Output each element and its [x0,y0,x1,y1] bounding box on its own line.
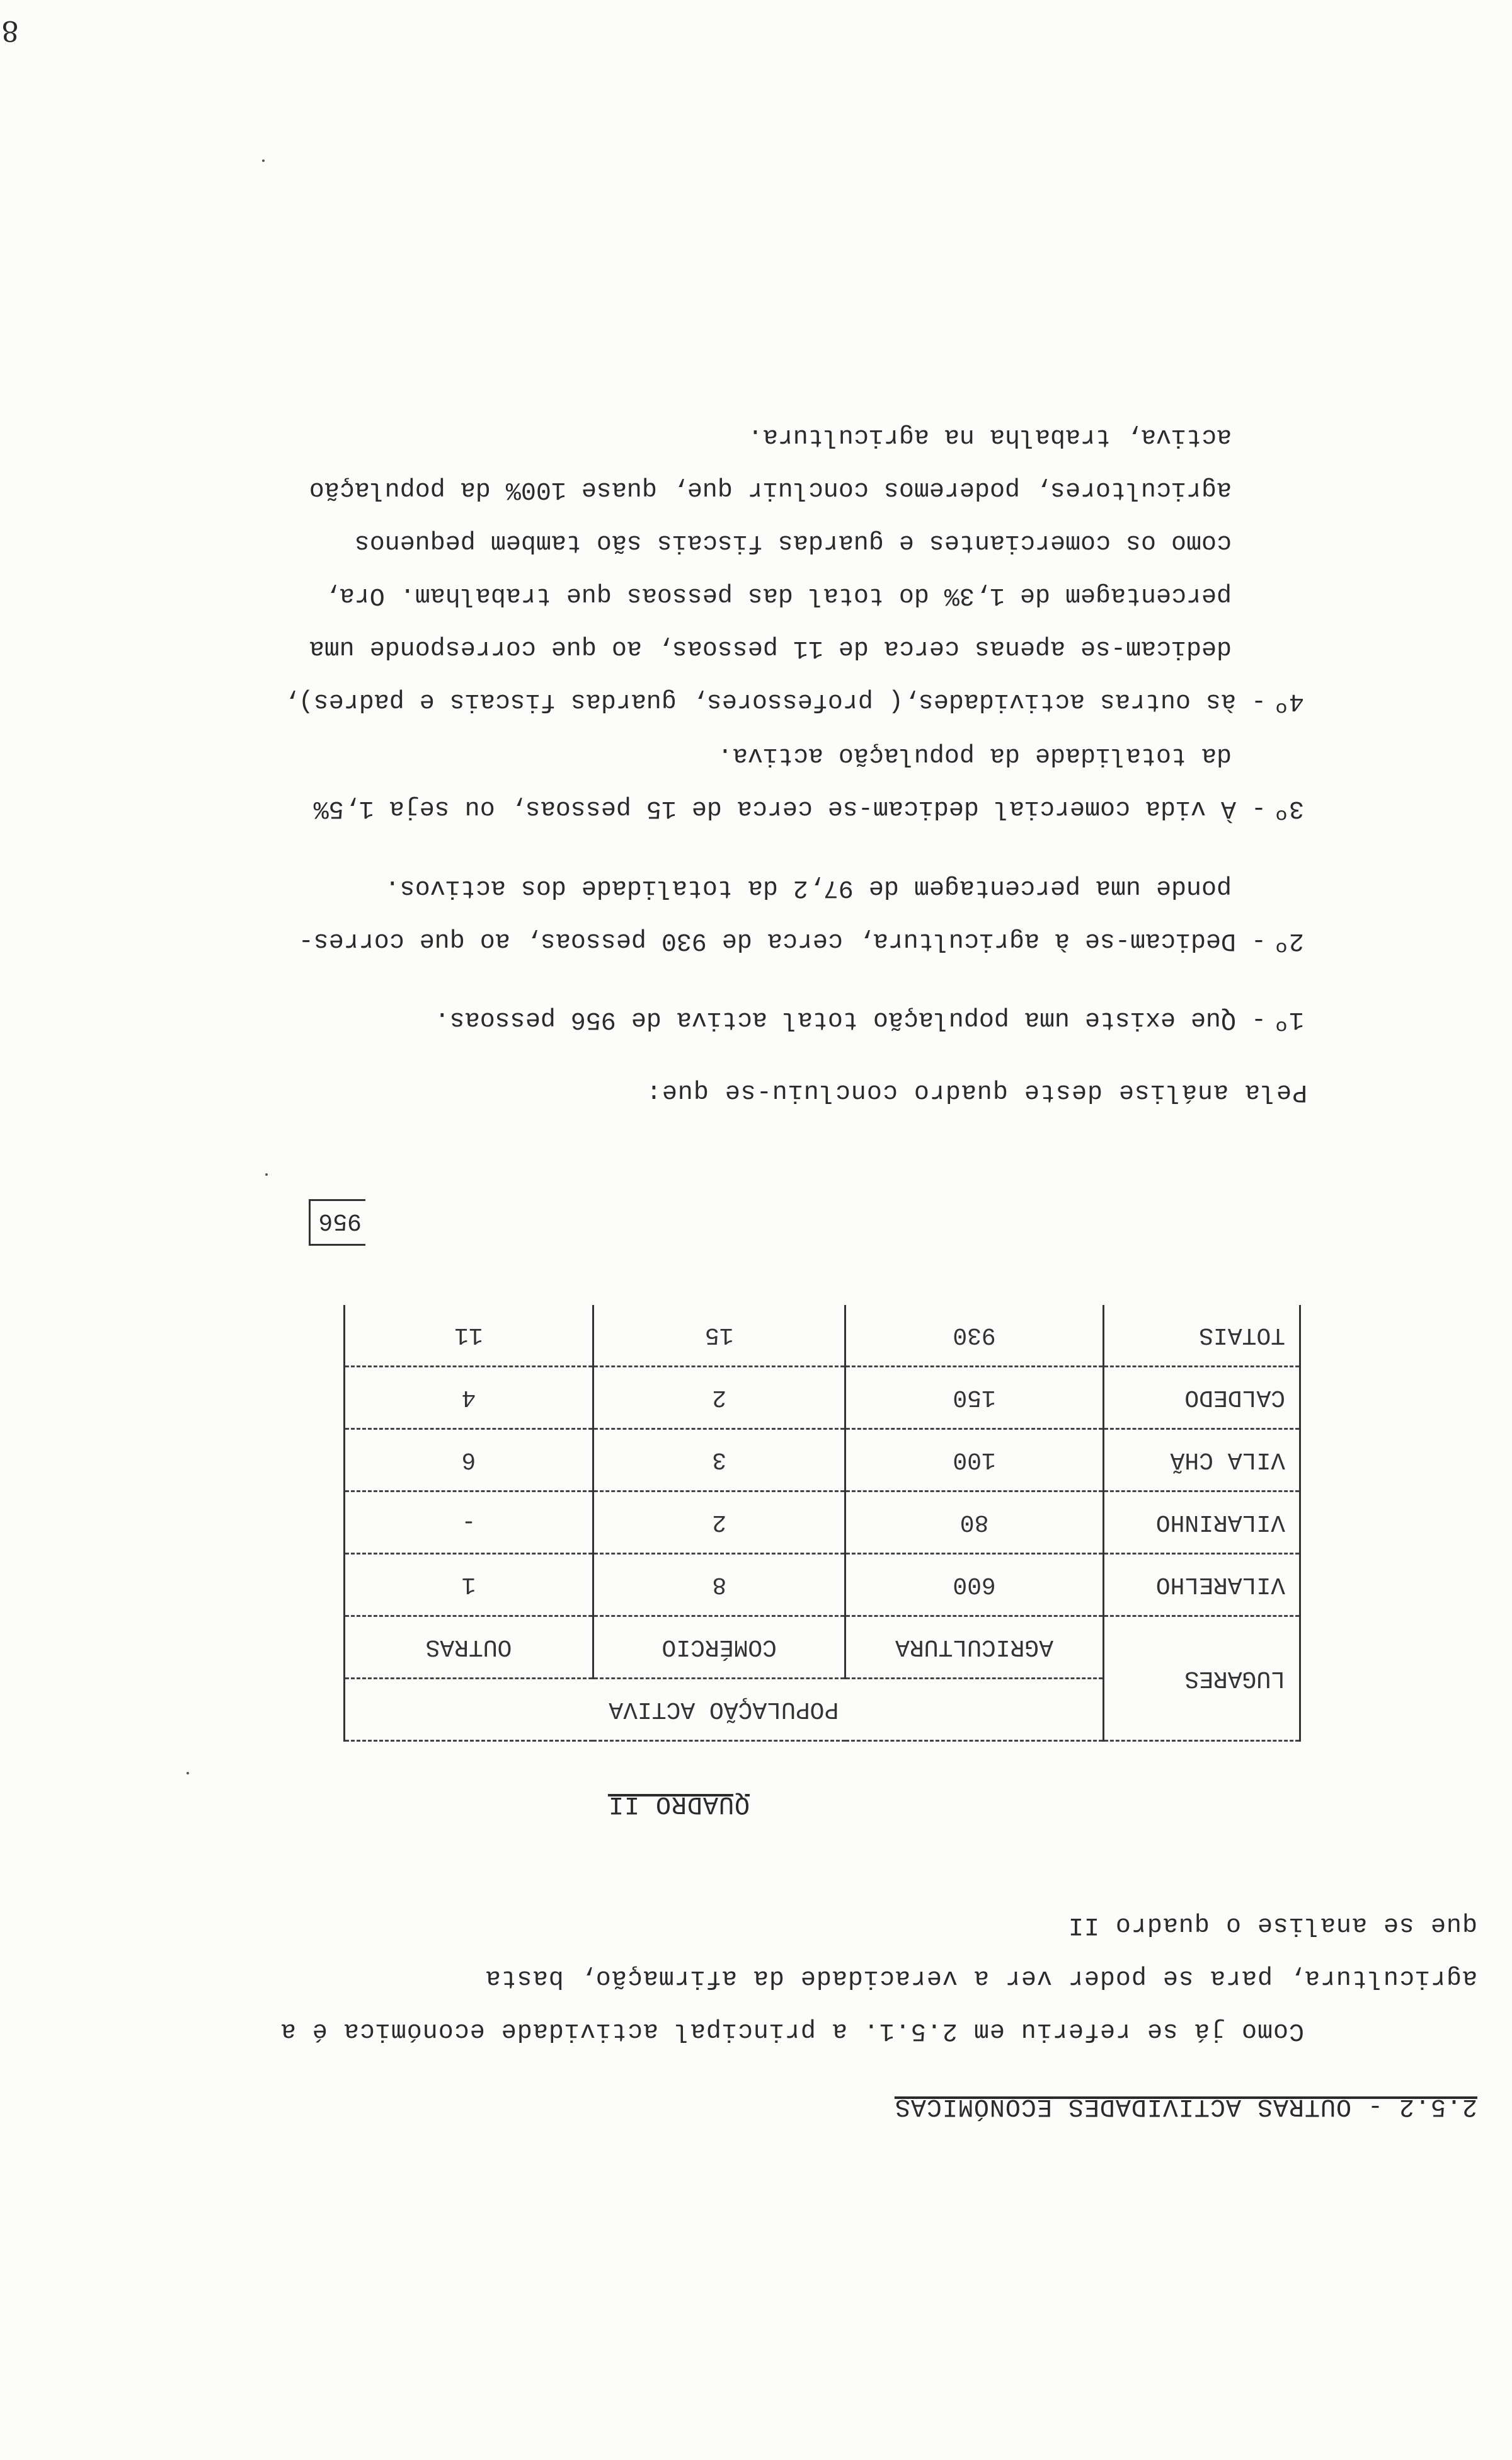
item-line: - Dedicam-se à agricultura, cerca de 930 pessoas, ao que corres- [298,926,1266,955]
header-populacao-activa: POPULAÇÃO ACTIVA [345,1679,1104,1741]
cell-comercio: 2 [593,1492,845,1554]
analysis-item-3 [32,728,1304,834]
page-number: 8 [1,14,19,47]
item-number: 3º [1273,794,1304,822]
item-line: - Que existe uma população total activa de 956 pessoas. [434,1005,1266,1033]
cell-lugar: VILARINHO [1103,1492,1300,1554]
intro-line: agricultura, para se poder ver a veracidade da afirmação, basta [484,1963,1477,1992]
item-line: - À vida comercial dedicam-se cerca de 15 pessoas, ou seja 1,5% [313,794,1266,822]
intro-paragraph [13,1898,1477,2057]
cell-comercio: 8 [593,1554,845,1616]
item-line: da totalidade da população activa. [717,741,1232,769]
cell-outras: 4 [345,1367,593,1429]
cell-agricultura: 600 [845,1554,1103,1616]
cell-lugar: VILA CHÃ [1103,1429,1300,1492]
item-line: como os comerciantes e guardas fiscais são tambem pequenos [354,528,1232,556]
scan-speck [262,159,265,162]
table-header-row [345,1679,1300,1741]
quadro-table [343,1305,1301,1742]
cell-lugar: CALDEDO [1103,1367,1300,1429]
cell-comercio: 3 [593,1429,845,1492]
cell-agricultura: 100 [845,1429,1103,1492]
cell-total-agricultura: 930 [845,1305,1103,1367]
header-agricultura: AGRICULTURA [845,1616,1103,1679]
item-line: dedicam-se apenas cerca de 11 pessoas, ao que corresponde uma [309,634,1232,662]
analysis-item-2 [32,861,1304,967]
analysis-item-4 [32,410,1304,727]
item-number: 4º [1273,687,1304,715]
analysis-lead: Pela análise deste quadro concluiu-se que: [645,1078,1307,1106]
cell-comercio: 2 [593,1367,845,1429]
intro-line: que se analise o quadro II [1067,1911,1477,1939]
cell-outras: - [345,1492,593,1554]
analysis-item-1 [32,992,1304,1045]
scan-speck [186,1772,189,1774]
cell-totais: TOTAIS [1103,1305,1300,1367]
table-row [345,1367,1300,1429]
cell-outras: 1 [345,1554,593,1616]
header-comercio: COMÉRCIO [593,1616,845,1679]
header-lugares: LUGARES [1103,1616,1300,1741]
cell-lugar: VILARELHO [1103,1554,1300,1616]
cell-outras: 6 [345,1429,593,1492]
item-number: 1º [1273,1005,1304,1033]
item-line: - às outras actividades,( professores, guardas fiscais e padres), [283,687,1266,715]
item-line: activa, trabalha na agricultura. [747,422,1232,451]
cell-agricultura: 150 [845,1367,1103,1429]
intro-line: Como já se referiu em 2.5.1. a principal actividade económica é a [280,2016,1304,2045]
cell-total-outras: 11 [345,1305,593,1367]
item-line: percentagem de 1,3% do total das pessoas que trabalham. Ora, [324,581,1232,609]
cell-agricultura: 80 [845,1492,1103,1554]
table-row [345,1429,1300,1492]
section-heading: 2.5.2 - OUTRAS ACTIVIDADES ECONÓMICAS [894,2092,1477,2120]
cell-total-comercio: 15 [593,1305,845,1367]
grand-total-box: 956 [309,1199,365,1246]
item-line: ponde uma percentagem de 97,2 da totalidade dos activos. [384,873,1232,902]
table-row [345,1492,1300,1554]
table-row [345,1554,1300,1616]
header-outras: OUTRAS [345,1616,593,1679]
item-number: 2º [1273,926,1304,955]
quadro-title: QUADRO II [607,1790,750,1818]
scan-speck [265,1173,268,1176]
item-line: agricultores, poderemos concluir que, quase 100% da população [309,475,1232,503]
table-totals-row [345,1305,1300,1367]
